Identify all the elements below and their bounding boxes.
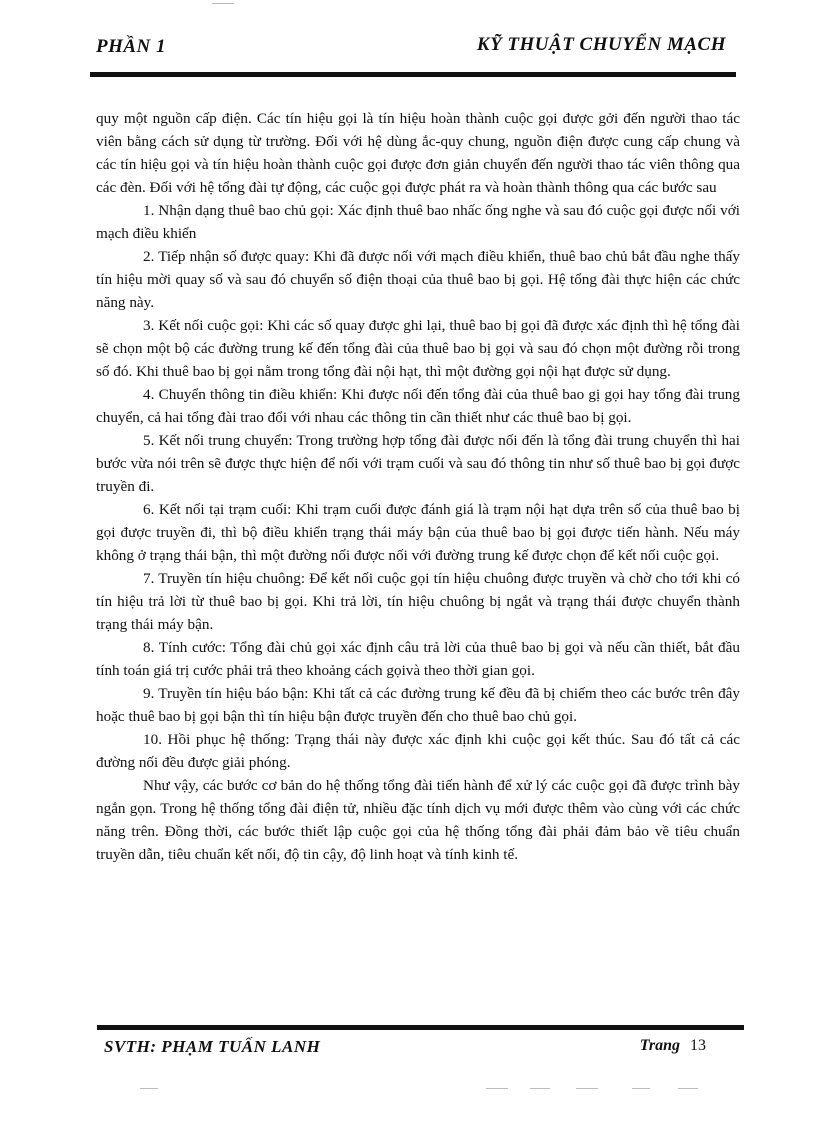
scan-artifact	[632, 1088, 650, 1089]
scan-artifact	[576, 1088, 598, 1089]
scan-artifact	[212, 3, 234, 4]
paragraph-intro: quy một nguồn cấp điện. Các tín hiệu gọi là tín hiệu hoàn thành cuộc gọi được gởi đến người thao tác viên bằng cách sử dụng từ trường. Đối với hệ dùng ắc-quy chung, nguồn điện được cung cấp chung và các tín hiệu gọi và tín hiệu hoàn thành cuộc gọi được đơn giản chuyển đến người thao tác viên thông qua các đèn. Đối với hệ tổng đài tự động, các cuộc gọi được phát ra và hoàn thành thông qua các bước sau	[96, 110, 740, 196]
header-divider	[90, 72, 736, 77]
step-2-paragraph: 2. Tiếp nhận số được quay: Khi đã được nối với mạch điều khiển, thuê bao chủ bắt đầu nghe thấy tín hiệu mời quay số và sau đó chuyển số điện thoại của thuê bao bị gọi. Hệ tổng đài thực hiện các chức năng này.	[96, 248, 740, 311]
step-5-paragraph: 5. Kết nối trung chuyển: Trong trường hợp tổng đài được nối đến là tổng đài trung chuyển thì hai bước vừa nói trên sẽ được thực hiện để nối với trạm cuối và sau đó thông tin như số thuê bao bị gọi được truyền đi.	[96, 432, 740, 495]
scan-artifact	[140, 1088, 158, 1089]
scan-artifact	[678, 1088, 698, 1089]
chapter-title: KỸ THUẬT CHUYỂN MẠCH	[476, 34, 726, 55]
step-4-paragraph: 4. Chuyển thông tin điều khiển: Khi được nối đến tổng đài của thuê bao gị gọi hay tổng đài trung chuyển, cả hai tổng đài trao đổi với nhau các thông tin cần thiết như các thuê bao bị gọi.	[96, 386, 740, 426]
step-3-paragraph: 3. Kết nối cuộc gọi: Khi các số quay được ghi lại, thuê bao bị gọi đã được xác định thì hệ tổng đài sẽ chọn một bộ các đường trung kế đến tổng đài của thuê bao bị gọi và sau đó chọn một đường rỗi trong số đó. Khi thuê bao bị gọi nằm trong tổng đài nội hạt, thì một đường gọi nội hạt được sử dụng.	[96, 317, 740, 380]
page-indicator	[640, 1037, 706, 1055]
page-label: Trang	[639, 1037, 680, 1054]
footer-divider	[97, 1025, 744, 1030]
step-1-paragraph: 1. Nhận dạng thuê bao chủ gọi: Xác định thuê bao nhấc ống nghe và sau đó cuộc gọi được nối với mạch điều khiển	[96, 202, 740, 242]
part-label: PHẦN 1	[96, 36, 167, 57]
scan-artifact	[530, 1088, 550, 1089]
page-header	[90, 30, 726, 60]
step-8-paragraph: 8. Tính cước: Tổng đài chủ gọi xác định câu trả lời của thuê bao bị gọi và nếu cần thiết, bắt đầu tính toán giá trị cước phải trả theo khoảng cách gọivà theo thời gian gọi.	[96, 639, 740, 679]
document-body	[96, 107, 740, 866]
step-6-paragraph: 6. Kết nối tại trạm cuối: Khi trạm cuối được đánh giá là trạm nội hạt dựa trên số của thuê bao bị gọi được truyền đi, thì bộ điều khiển trạng thái máy bận của thuê bao bị gọi được tiến hành. Nếu máy không ở trạng thái bận, thì một đường nối được nối với đường trung kế được chọn để kết nối cuộc gọi.	[96, 501, 740, 564]
step-7-paragraph: 7. Truyền tín hiệu chuông: Để kết nối cuộc gọi tín hiệu chuông được truyền và chờ cho tới khi có tín hiệu trả lời từ thuê bao bị gọi. Khi trả lời, tín hiệu chuông bị ngắt và trạng thái được chuyển thành trạng thái máy bận.	[96, 570, 740, 633]
page-number: 13	[690, 1037, 706, 1054]
scan-artifact	[486, 1088, 508, 1089]
step-9-paragraph: 9. Truyền tín hiệu báo bận: Khi tất cả các đường trung kế đều đã bị chiếm theo các bước trên đây hoặc thuê bao bị gọi bận thì tín hiệu bận được truyền đến cho thuê bao chủ gọi.	[96, 685, 740, 725]
step-10-paragraph: 10. Hồi phục hệ thống: Trạng thái này được xác định khi cuộc gọi kết thúc. Sau đó tất cả các đường nối đều được giải phóng.	[96, 731, 740, 771]
summary-paragraph: Như vậy, các bước cơ bản do hệ thống tổng đài tiến hành để xử lý các cuộc gọi đã được trình bày ngắn gọn. Trong hệ thống tổng đài điện tử, nhiều đặc tính dịch vụ mới được thêm vào cùng với các chức năng trên. Đồng thời, các bước thiết lập cuộc gọi của hệ thống tổng đài phải đảm bảo về tiêu chuẩn truyền dẫn, tiêu chuẩn kết nối, độ tin cậy, độ linh hoạt và tính kinh tế.	[96, 777, 740, 863]
author-label: SVTH: PHẠM TUẤN LANH	[104, 1037, 321, 1056]
